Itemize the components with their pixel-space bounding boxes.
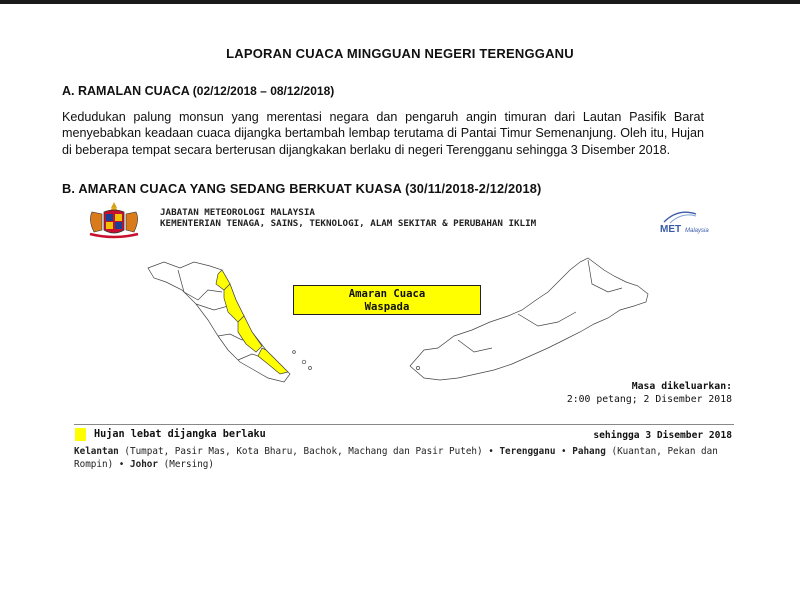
area-separator: • [561, 446, 567, 457]
section-a-heading [62, 84, 334, 98]
agency-name: JABATAN METEOROLOGI MALAYSIA [160, 207, 315, 218]
east-malaysia-map [410, 258, 648, 380]
agency-header [160, 207, 640, 229]
met-logo-subtext: Malaysia [685, 228, 709, 234]
issued-time-block [567, 380, 732, 406]
area-detail-pahang: (Kuantan, Pekan dan Rompin) [74, 446, 718, 470]
section-b-dates: (30/11/2018-2/12/2018) [405, 181, 542, 196]
legend-until-date: sehingga 3 Disember 2018 [593, 430, 732, 441]
area-detail-kelantan: (Tumpat, Pasir Mas, Kota Bharu, Bachok, Machang dan Pasir Puteh) [124, 446, 483, 457]
area-state-johor: Johor [130, 458, 159, 470]
forecast-paragraph: Kedudukan palung monsun yang merentasi negara dan pengaruh angin timuran dari Lautan Pasifik Barat menyebabkan keadaan cuaca dijangka bertambah lembap terutama di Pantai Timur Semenanjung. Oleh itu, Hujan di beberapa tempat secara berterusan dijangkakan berlaku di negeri Terengganu sehingga 3 Disember 2018. [62, 110, 704, 157]
malaysia-coat-of-arms-icon [78, 200, 150, 240]
area-separator: • [118, 458, 125, 470]
ministry-name: KEMENTERIAN TENAGA, SAINS, TEKNOLOGI, ALAM SEKITAR & PERUBAHAN IKLIM [160, 218, 537, 229]
section-a-title: A. RAMALAN CUACA [62, 84, 190, 98]
warning-title: Amaran Cuaca [348, 288, 426, 300]
section-a-dates: (02/12/2018 – 08/12/2018) [192, 84, 335, 98]
affected-areas [74, 446, 740, 471]
warning-level-box [293, 285, 481, 315]
section-b-heading [62, 181, 541, 196]
report-title: LAPORAN CUACA MINGGUAN NEGERI TERENGGANU [226, 46, 574, 61]
met-logo-text: MET [660, 224, 682, 235]
legend-label: Hujan lebat dijangka berlaku [94, 429, 266, 440]
legend-divider [74, 424, 734, 425]
top-edge-bar [0, 0, 800, 4]
area-detail-johor: (Mersing) [163, 458, 214, 470]
section-b-title: B. AMARAN CUACA YANG SEDANG BERKUAT KUASA [62, 181, 402, 196]
area-state-pahang: Pahang [572, 446, 606, 457]
warning-level: Waspada [364, 300, 410, 313]
area-state-kelantan: Kelantan [74, 446, 119, 457]
issued-label: Masa dikeluarkan: [631, 381, 732, 392]
legend-yellow-swatch [75, 428, 86, 441]
area-separator: • [488, 446, 494, 457]
issued-time: 2:00 petang; 2 Disember 2018 [566, 394, 732, 405]
met-malaysia-logo-icon [656, 206, 734, 236]
area-state-terengganu: Terengganu [499, 446, 556, 457]
